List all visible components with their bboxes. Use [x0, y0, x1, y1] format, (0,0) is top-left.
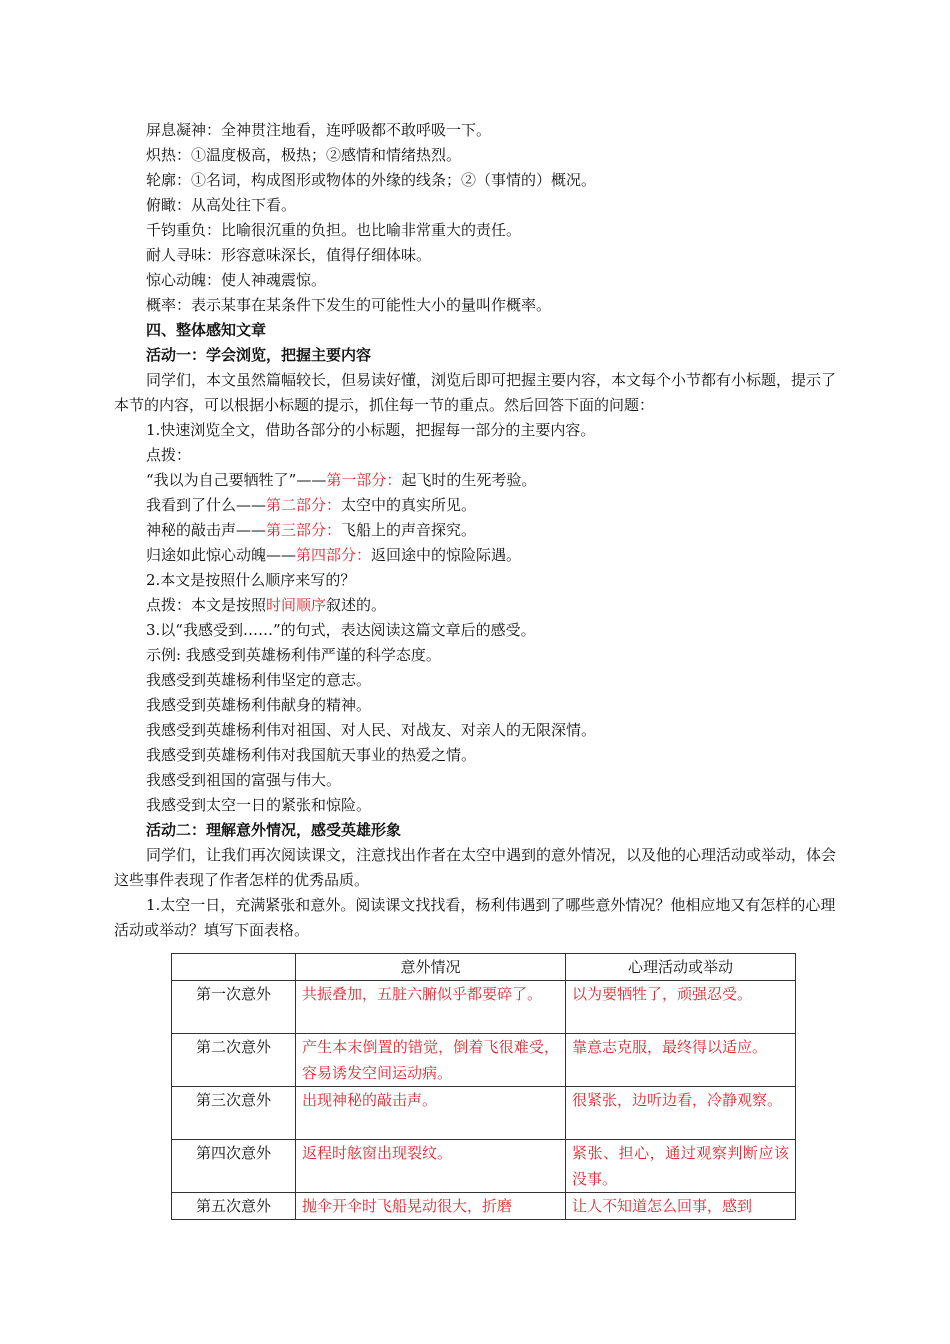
table-header-cell: 意外情况 [296, 954, 566, 981]
row-label: 第二次意外 [172, 1034, 296, 1087]
table-row [172, 1087, 796, 1140]
activity1-question1: 1.快速浏览全文，借助各部分的小标题，把握每一部分的主要内容。 [146, 421, 596, 439]
document-body [114, 118, 838, 943]
row-label: 第三次意外 [172, 1087, 296, 1140]
table-row [172, 1193, 796, 1220]
example-line: 我感受到英雄杨利伟献身的精神。 [146, 696, 372, 714]
example-line: 我感受到英雄杨利伟坚定的意志。 [146, 671, 372, 689]
example-line: 我感受到祖国的富强与伟大。 [146, 771, 342, 789]
definition-item: 轮廓：①名词，构成图形或物体的外缘的线条；②（事情的）概况。 [146, 171, 597, 189]
reaction-cell: 很紧张，边听边看，冷静观察。 [566, 1087, 796, 1140]
definition-item: 俯瞰：从高处往下看。 [146, 196, 297, 214]
activity2-title: 活动二：理解意外情况，感受英雄形象 [146, 821, 402, 839]
row-label: 第一次意外 [172, 981, 296, 1034]
activity2-question1: 1.太空一日，充满紧张和意外。阅读课文找找看，杨利伟遇到了哪些意外情况？他相应地又有怎样的心理活动或举动？填写下面表格。 [114, 896, 836, 939]
situation-cell: 抛伞开伞时飞船晃动很大，折磨 [296, 1193, 566, 1220]
table-row [172, 1034, 796, 1087]
table-row [172, 981, 796, 1034]
row-label: 第四次意外 [172, 1140, 296, 1193]
table-header-cell: 心理活动或举动 [566, 954, 796, 981]
definition-item: 千钧重负：比喻很沉重的负担。也比喻非常重大的责任。 [146, 221, 522, 239]
reaction-cell: 紧张、担心，通过观察判断应该没事。 [566, 1140, 796, 1193]
part-summary: “我以为自己要牺牲了”——第一部分：起飞时的生死考验。 [146, 471, 537, 489]
reaction-cell: 让人不知道怎么回事，感到 [566, 1193, 796, 1220]
definition-item: 概率：表示某事在某条件下发生的可能性大小的量叫作概率。 [146, 296, 552, 314]
example-line: 示例: 我感受到英雄杨利伟严谨的科学态度。 [146, 646, 441, 664]
activity1-question3: 3.以“我感受到……”的句式，表达阅读这篇文章后的感受。 [146, 621, 536, 639]
situation-cell: 出现神秘的敲击声。 [296, 1087, 566, 1140]
situation-cell: 共振叠加，五脏六腑似乎都要碎了。 [296, 981, 566, 1034]
reaction-cell: 靠意志克服，最终得以适应。 [566, 1034, 796, 1087]
activity1-intro: 同学们，本文虽然篇幅较长，但易读好懂，浏览后即可把握主要内容，本文每个小节都有小标题，提示了本节的内容，可以根据小标题的提示，抓住每一节的重点。然后回答下面的问题： [114, 371, 837, 414]
reaction-cell: 以为要牺牲了，顽强忍受。 [566, 981, 796, 1034]
hint-label: 点拨： [146, 446, 192, 464]
definition-item: 屏息凝神：全神贯注地看，连呼吸都不敢呼吸一下。 [146, 121, 492, 139]
part-summary: 神秘的敲击声——第三部分：飞船上的声音探究。 [146, 521, 477, 539]
example-line: 我感受到太空一日的紧张和惊险。 [146, 796, 372, 814]
activity1-answer2: 点拨：本文是按照时间顺序叙述的。 [146, 596, 387, 614]
part-summary: 我看到了什么——第二部分：太空中的真实所见。 [146, 496, 477, 514]
activity1-title: 活动一：学会浏览，把握主要内容 [146, 346, 372, 364]
situation-cell: 产生本末倒置的错觉，倒着飞很难受，容易诱发空间运动病。 [296, 1034, 566, 1087]
situation-cell: 返程时舷窗出现裂纹。 [296, 1140, 566, 1193]
section-heading: 四、整体感知文章 [146, 321, 267, 339]
table-header-row [172, 954, 796, 981]
table-row [172, 1140, 796, 1193]
part-summary: 归途如此惊心动魄——第四部分：返回途中的惊险际遇。 [146, 546, 522, 564]
activity2-intro: 同学们，让我们再次阅读课文，注意找出作者在太空中遇到的意外情况，以及他的心理活动或举动，体会这些事件表现了作者怎样的优秀品质。 [114, 846, 837, 889]
incident-table [171, 953, 796, 1220]
definition-item: 耐人寻味：形容意味深长，值得仔细体味。 [146, 246, 432, 264]
table-header-cell [172, 954, 296, 981]
definition-item: 惊心动魄：使人神魂震惊。 [146, 271, 327, 289]
example-line: 我感受到英雄杨利伟对我国航天事业的热爱之情。 [146, 746, 477, 764]
definition-item: 炽热：①温度极高，极热；②感情和情绪热烈。 [146, 146, 462, 164]
example-line: 我感受到英雄杨利伟对祖国、对人民、对战友、对亲人的无限深情。 [146, 721, 597, 739]
row-label: 第五次意外 [172, 1193, 296, 1220]
activity1-question2: 2.本文是按照什么顺序来写的？ [146, 571, 356, 589]
